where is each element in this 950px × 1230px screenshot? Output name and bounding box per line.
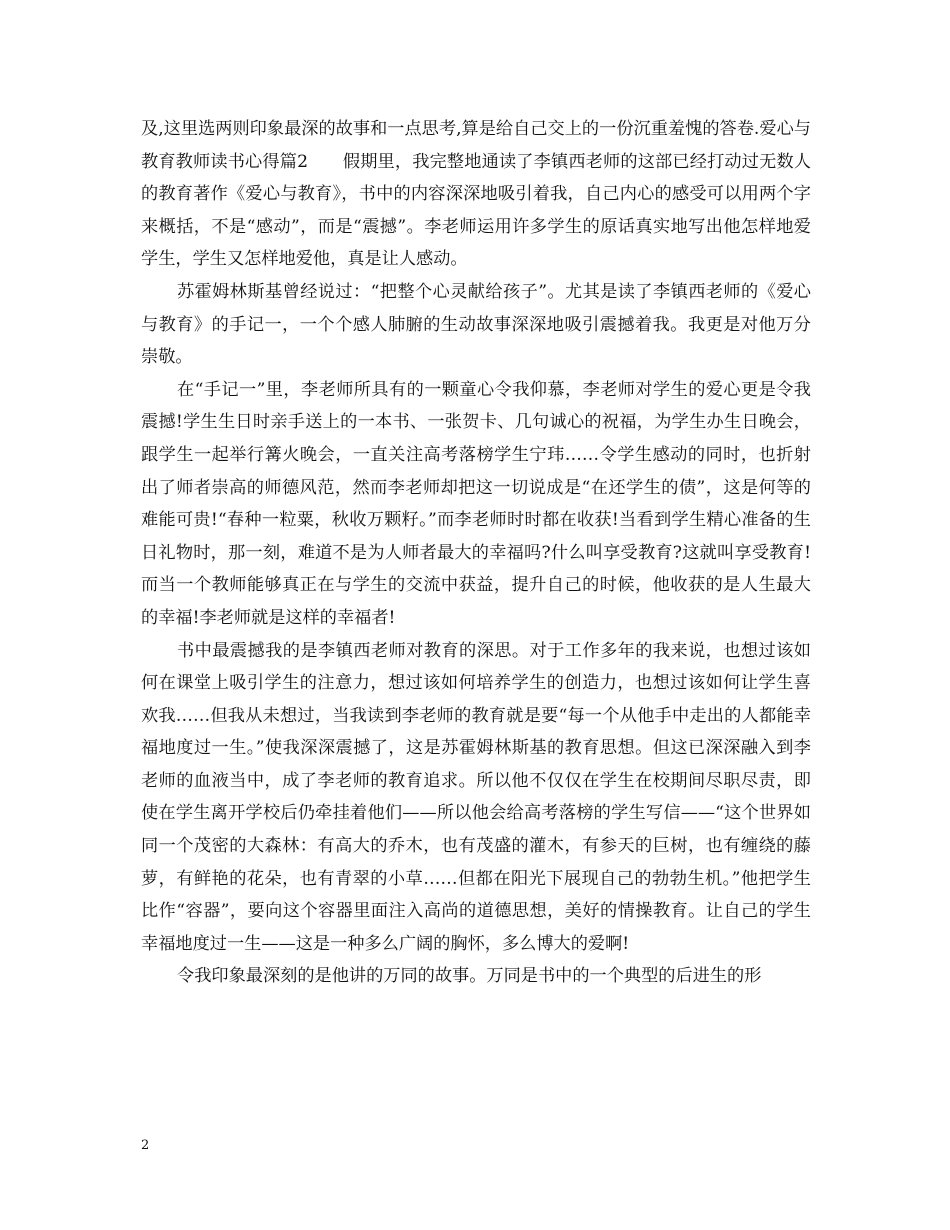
paragraph-2: 苏霍姆林斯基曾经说过：“把整个心灵献给孩子”。尤其是读了李镇西老师的《爱心与教育》的手记一，一个个感人肺腑的生动故事深深地吸引震撼着我。我更是对他万分崇敬。 [141,281,811,368]
page-number: 2 [141,1138,150,1153]
paragraph-5: 令我印象最深刻的是他讲的万同的故事。万同是书中的一个典型的后进生的形 [177,966,762,987]
paragraph-4: 书中最震撼我的是李镇西老师对教育的深思。对于工作多年的我来说，也想过该如何在课堂上吸引学生的注意力，想过该如何培养学生的创造力，也想过该如何让学生喜欢我……但我从未想过，当我读到李老师的教育就是要“每一个从他手中走出的人都能幸福地度过一生。”使我深深震撼了，这是苏霍姆林斯基的教育思想。但这已深深融入到李老师的血液当中，成了李老师的教育追求。所以他不仅仅在学生在校期间尽职尽责，即使在学生离开学校后仍牵挂着他们——所以他会给高考落榜的学生写信——“这个世界如同一个茂密的大森林：有高大的乔木，也有茂盛的灌木，有参天的巨树，也有缠绕的藤萝，有鲜艳的花朵，也有青翠的小草……但都在阳光下展现自己的勃勃生机。”他把学生比作“容器”，要向这个容器里面注入高尚的道德思想，美好的情操教育。让自己的学生幸福地度过一生——这是一种多么广阔的胸怀，多么博大的爱啊! [141,640,811,954]
document-body [141,113,811,993]
paragraph-3: 在“手记一”里，李老师所具有的一颗童心令我仰慕，李老师对学生的爱心更是令我震撼!学生生日时亲手送上的一本书、一张贺卡、几句诚心的祝福，为学生办生日晚会，跟学生一起举行篝火晚会，一直关注高考落榜学生宁玮……令学生感动的同时，也折射出了师者崇高的师德风范，然而李老师却把这一切说成是“在还学生的债”，这是何等的难能可贵!“春种一粒粟，秋收万颗籽。”而李老师时时都在收获!当看到学生精心准备的生日礼物时，那一刻，难道不是为人师者最大的幸福吗?什么叫享受教育?这就叫享受教育!而当一个教师能够真正在与学生的交流中获益，提升自己的时候，他收获的是人生最大的幸福!李老师就是这样的幸福者! [141,379,811,628]
paragraph-1: 及,这里选两则印象最深的故事和一点思考,算是给自己交上的一份沉重羞愧的答卷.爱心与教育教师读书心得篇2 假期里，我完整地通读了李镇西老师的这部已经打动过无数人的教育著作《爱心与教育》，书中的内容深深地吸引着我，自己内心的感受可以用两个字来概括，不是“感动”，而是“震撼”。李老师运用许多学生的原话真实地写出他怎样地爱学生，学生又怎样地爱他，真是让人感动。 [141,119,811,270]
